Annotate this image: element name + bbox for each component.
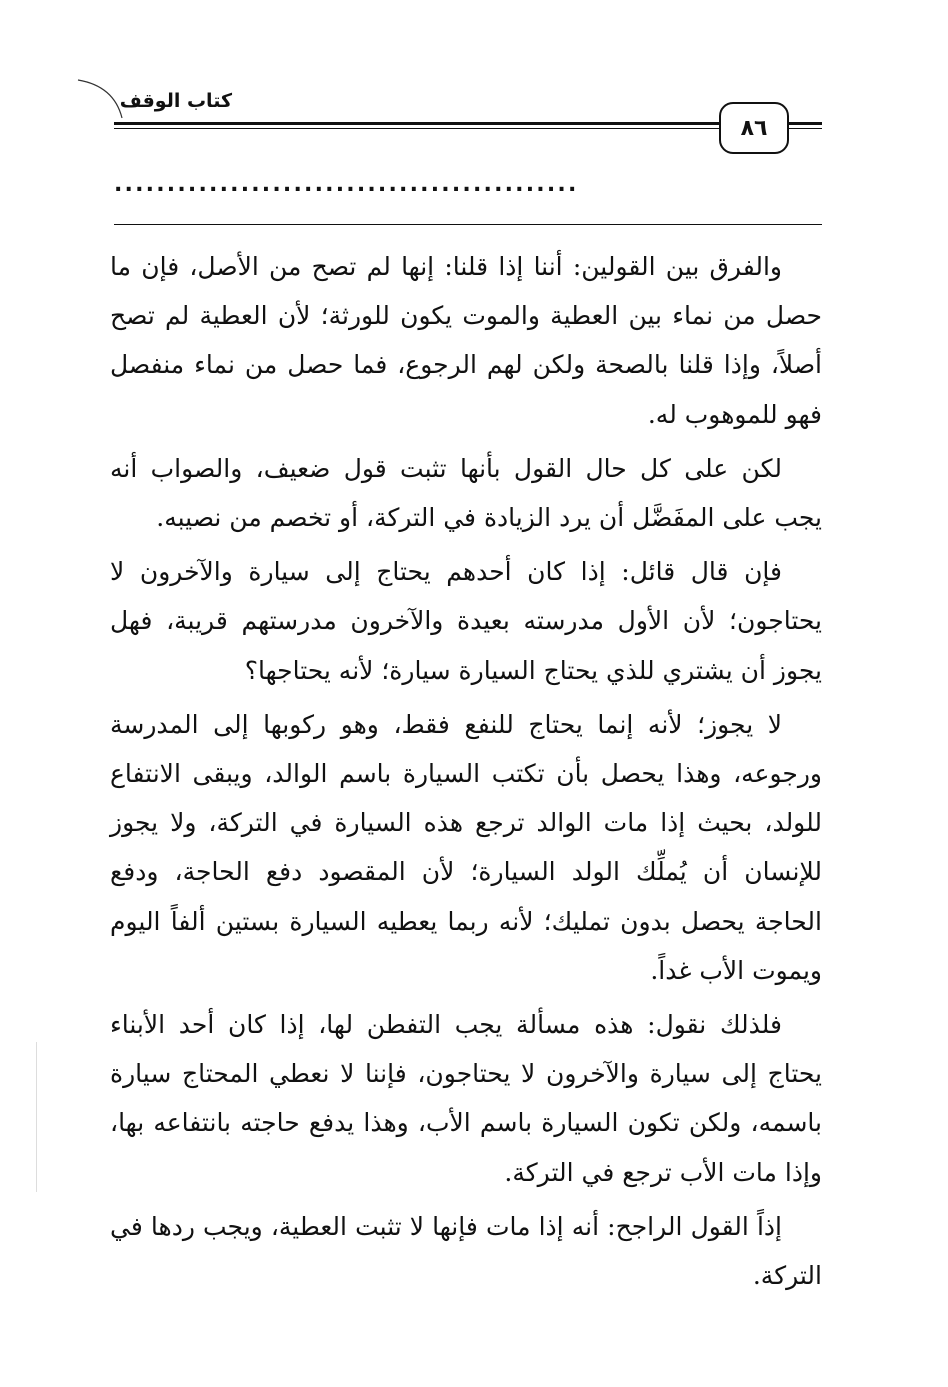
paragraph: فلذلك نقول: هذه مسألة يجب التفطن لها، إذا كان أحد الأبناء يحتاج إلى سيارة والآخرون لا يحتاجون، فإننا لا نعطي المحتاج سيارة باسمه، ولكن تكون السيارة باسم الأب، وهذا يدفع حاجته بانتفاعه بها، وإذا مات الأب ترجع في التركة. <box>110 1010 823 1187</box>
header-rule-thin <box>114 128 722 129</box>
book-title: كتاب الوقف <box>119 90 232 112</box>
paragraph: والفرق بين القولين: أننا إذا قلنا: إنها لم تصح من الأصل، فإن ما حصل من نماء بين العطية والموت يكون للورثة؛ لأن العطية لم تصح أصلاً، وإذا قلنا بالصحة ولكن لهم الرجوع، فما حصل من نماء منفصل فهو للموهوب له. <box>110 252 822 429</box>
paragraph: إذاً القول الراجح: أنه إذا مات فإنها لا تثبت العطية، ويجب ردها في التركة. <box>110 1211 822 1291</box>
header-rule-thick <box>114 122 722 125</box>
page-number: ٨٦ <box>740 115 768 141</box>
page-number-box <box>719 102 789 154</box>
section-separator-line <box>114 224 822 225</box>
scan-margin-mark <box>36 1042 37 1192</box>
paragraph: لكن على كل حال القول بأنها تثبت قول ضعيف، والصواب أنه يجب على المفَضَّل أن يرد الزيادة في التركة، أو تخصم من نصيبه. <box>110 453 822 533</box>
header-rule-right-thin <box>788 128 822 129</box>
paragraph: لا يجوز؛ لأنه إنما يحتاج للنفع فقط، وهو ركوبها إلى المدرسة ورجوعه، وهذا يحصل بأن تكتب السيارة باسم الوالد، ويبقى الانتفاع للولد، بحيث إذا مات الوالد ترجع هذه السيارة في التركة، ولا يجوز للإنسان أن يُملِّك الولد السيارة؛ لأن المقصود دفع الحاجة، ودفع الحاجة يحصل بدون تمليك؛ لأنه ربما يعطيه السيارة بستين ألفاً اليوم ويموت الأب غداً. <box>110 709 822 985</box>
page-body-text <box>110 242 822 1305</box>
paragraph: فإن قال قائل: إذا كان أحدهم يحتاج إلى سيارة والآخرون لا يحتاجون؛ لأن الأول مدرسته بعيدة والآخرون مدرستهم قريبة، فهل يجوز أن يشتري للذي يحتاج السيارة سيارة؛ لأنه يحتاجها؟ <box>110 557 822 685</box>
header-rule-right-thick <box>788 122 822 125</box>
dotted-separator: ............................................ <box>114 172 579 197</box>
